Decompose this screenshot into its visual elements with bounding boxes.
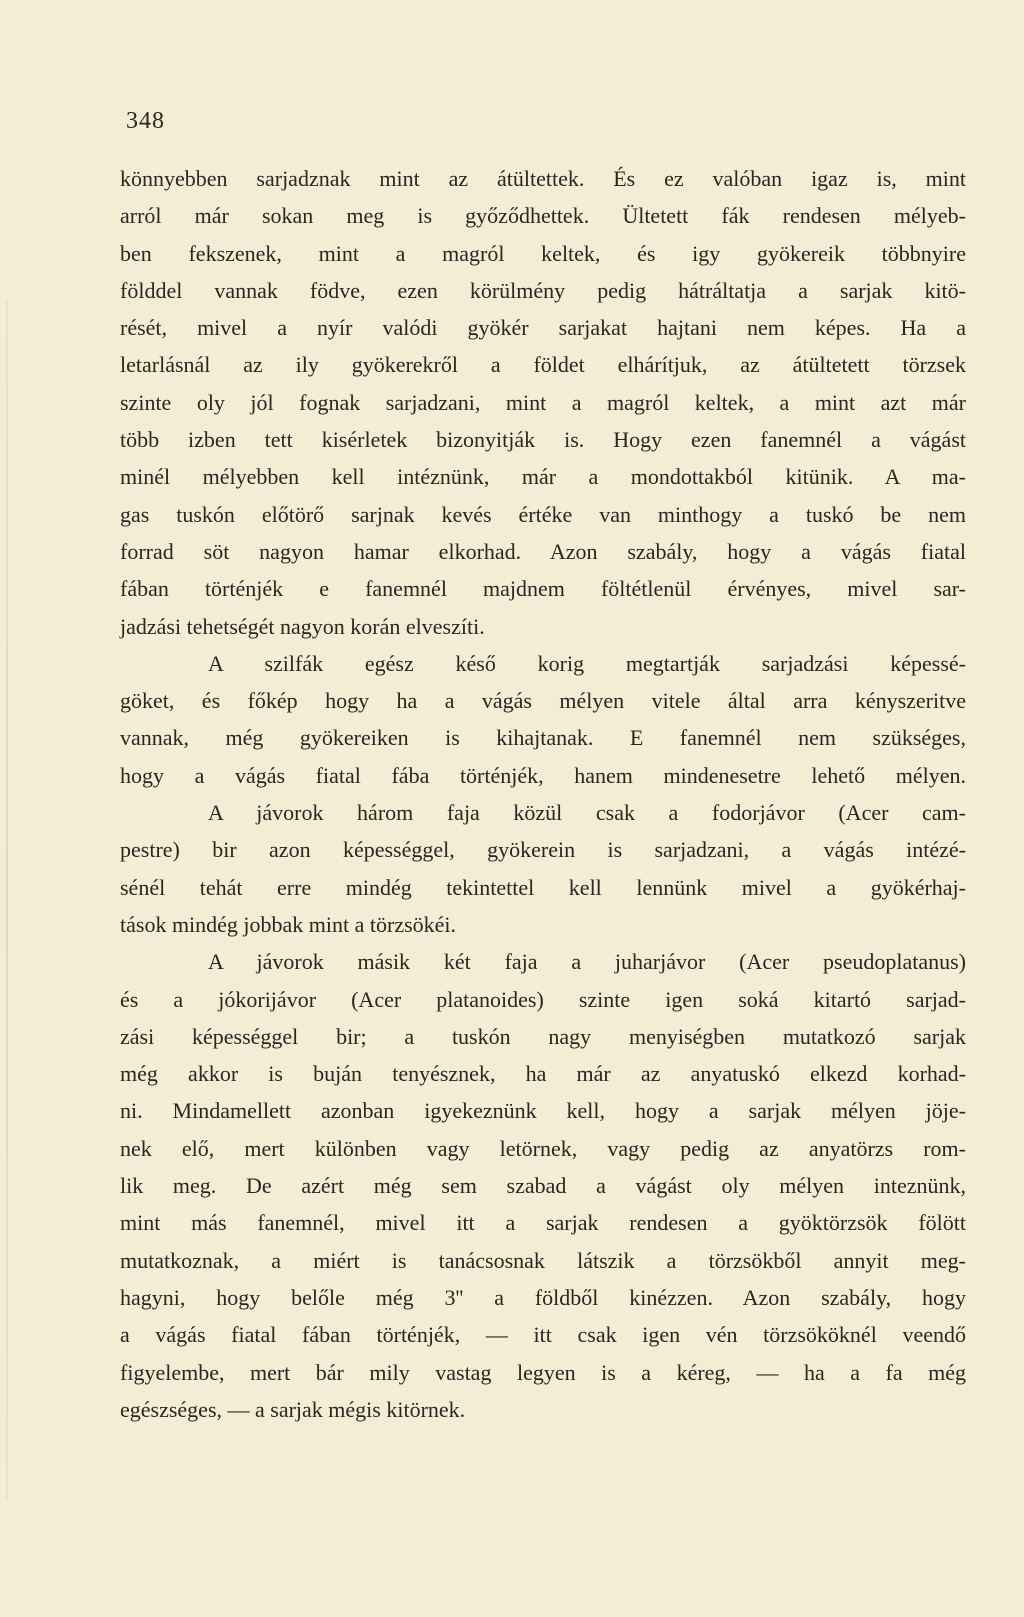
- text-line: zási képességgel bir; a tuskón nagy menyiségben mutatkozó sarjak: [120, 1023, 966, 1049]
- text-line: hagyni, hogy belőle még 3'' a földből kinézzen. Azon szabály, hogy: [120, 1284, 966, 1310]
- text-line: és a jókorijávor (Acer platanoides) szinte igen soká kitartó sarjad-: [120, 986, 966, 1012]
- text-line: arról már sokan meg is győződhettek. Ültetett fák rendesen mélyeb-: [120, 203, 966, 229]
- text-line: könnyebben sarjadznak mint az átültettek. És ez valóban igaz is, mint: [120, 166, 966, 191]
- text-line: több izben tett kisérletek bizonyitják is. Hogy ezen fanemnél a vágást: [120, 427, 966, 453]
- text-line: szinte oly jól fognak sarjadzani, mint a magról keltek, a mint azt már: [120, 389, 966, 415]
- text-line: hogy a vágás fiatal fába történjék, hanem mindenesetre lehető mélyen.: [120, 762, 966, 788]
- text-line: egészséges, — a sarjak mégis kitörnek.: [120, 1396, 466, 1422]
- text-line: jadzási tehetségét nagyon korán elveszíti.: [120, 613, 485, 639]
- text-line: rését, mivel a nyír valódi gyökér sarjakat hajtani nem képes. Ha a: [120, 315, 966, 341]
- page-edge-shadow: [6, 300, 8, 1500]
- text-line: lik meg. De azért még sem szabad a vágást oly mélyen inteznünk,: [120, 1173, 966, 1199]
- text-line: A jávorok másik két faja a juharjávor (Acer pseudoplatanus): [208, 949, 966, 975]
- text-line: nek elő, mert különben vagy letörnek, vagy pedig az anyatörzs rom-: [120, 1135, 966, 1161]
- text-line: mint más fanemnél, mivel itt a sarjak rendesen a gyöktörzsök fölött: [120, 1210, 966, 1236]
- text-line: mutatkoznak, a miért is tanácsosnak látszik a törzsökből annyit meg-: [120, 1247, 966, 1273]
- text-line: a vágás fiatal fában történjék, — itt csak igen vén törzsököknél veendő: [120, 1322, 966, 1348]
- text-line: pestre) bir azon képességgel, gyökerein is sarjadzani, a vágás intézé-: [120, 837, 966, 863]
- text-line: A szilfák egész késő korig megtartják sarjadzási képessé-: [208, 650, 966, 676]
- text-line: vannak, még gyökereiken is kihajtanak. E fanemnél nem szükséges,: [120, 725, 966, 751]
- text-line: gas tuskón előtörő sarjnak kevés értéke van minthogy a tuskó be nem: [120, 501, 966, 527]
- text-line: ni. Mindamellett azonban igyekeznünk kell, hogy a sarjak mélyen jöje-: [120, 1098, 966, 1124]
- page-number: 348: [126, 108, 165, 134]
- text-line: letarlásnál az ily gyökerekről a földet elhárítjuk, az átültetett törzsek: [120, 352, 966, 378]
- text-line: fában történjék e fanemnél majdnem föltétlenül érvényes, mivel sar-: [120, 576, 966, 602]
- text-line: figyelembe, mert bár mily vastag legyen is a kéreg, — ha a fa még: [120, 1359, 966, 1385]
- text-line: forrad söt nagyon hamar elkorhad. Azon szabály, hogy a vágás fiatal: [120, 538, 966, 564]
- text-line: sénél tehát erre mindég tekintettel kell lennünk mivel a gyökérhaj-: [120, 874, 966, 900]
- text-line: ben fekszenek, mint a magról keltek, és igy gyökereik többnyire: [120, 240, 966, 266]
- text-line: még akkor is buján tenyésznek, ha már az anyatuskó elkezd korhad-: [120, 1061, 966, 1087]
- text-line: tások mindég jobbak mint a törzsökéi.: [120, 911, 457, 937]
- text-line: földdel vannak födve, ezen körülmény pedig hátráltatja a sarjak kitö-: [120, 277, 966, 303]
- text-line: göket, és főkép hogy ha a vágás mélyen vitele által arra kényszeritve: [120, 688, 966, 714]
- body-text: [120, 160, 966, 1428]
- text-line: minél mélyebben kell intéznünk, már a mondottakból kitünik. A ma-: [120, 464, 966, 490]
- text-line: A jávorok három faja közül csak a fodorjávor (Acer cam-: [208, 800, 966, 826]
